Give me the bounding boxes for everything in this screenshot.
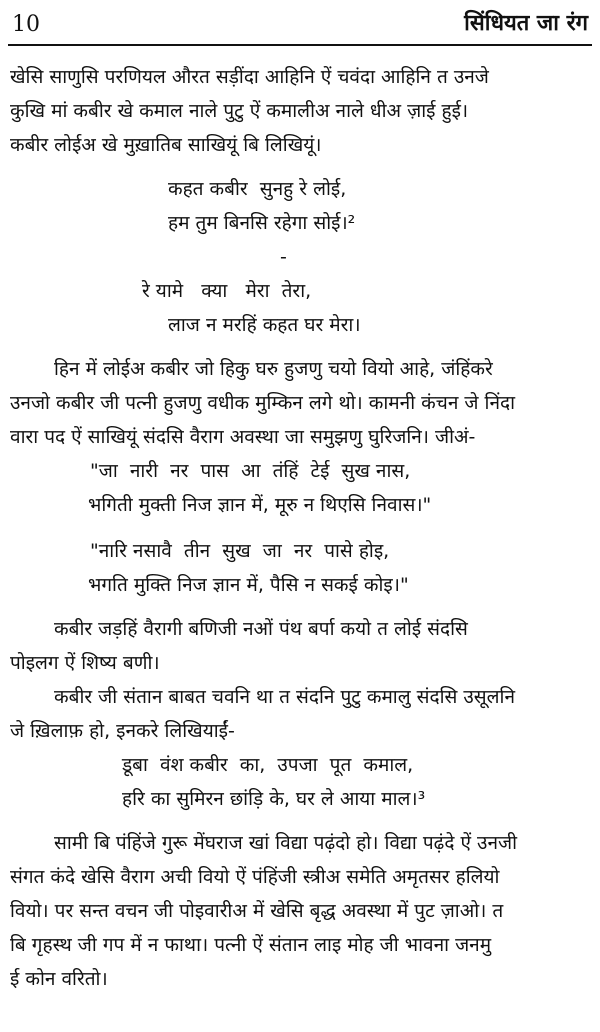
verse-line: भगिती मुक्ती निज ज्ञान में, मूरु न थिएसि निवास।" (88, 494, 432, 516)
verse-line: लाज न मरहिं कहत घर मेरा। (168, 314, 361, 336)
paragraph-line: कबीर जड़हिं वैरागी बणिजी नओं पंथ बर्पा कयो त लोई संदसि (54, 618, 468, 640)
paragraph-line: संगत कंदे खेसि वैराग अची वियो ऐं पंहिंजी स्त्रीअ समेति अमृतसर हलियो (10, 866, 500, 888)
header-rule (8, 44, 592, 46)
verse-line: रे यामे क्या मेरा तेरा, (142, 280, 312, 302)
paragraph-line: सामी बि पंहिंजे गुरू मेंघराज खां विद्या पढ़ंदो हो। विद्या पढ़ंदे ऐं उनजी (54, 832, 518, 854)
verse-line: डूबा वंश कबीर का, उपजा पूत कमाल, (122, 754, 414, 776)
verse-line: हरि का सुमिरन छांड़ि के, घर ले आया माल।³ (122, 788, 426, 810)
verse-line: "नारि नसावै तीन सुख जा नर पासे होइ, (90, 540, 390, 562)
paragraph-line: कबीर लोईअ खे मुख़ातिब साखियूं बि लिखियूं। (10, 134, 322, 156)
verse-line: हम तुम बिनसि रहेगा सोई।² (168, 212, 356, 234)
paragraph-line: ई कोन वरितो। (10, 968, 108, 990)
paragraph-line: उनजो कबीर जी पत्नी हुजणु वधीक मुम्किन लगे थो। कामनी कंचन जे निंदा (10, 392, 516, 414)
page-header (0, 0, 600, 48)
paragraph-line: कबीर जी संतान बाबत चवनि था त संदनि पुटु कमालु संदसि उसूलनि (54, 686, 515, 708)
verse-line: "जा नारी नर पास आ तंहिं टेई सुख नास, (90, 460, 411, 482)
verse-line: कहत कबीर सुनहु रे लोई, (168, 178, 347, 200)
paragraph-line: बि गृहस्थ जी गप में न फाथा। पत्नी ऐं संतान लाइ मोह जी भावना जनमु (10, 934, 492, 956)
paragraph-line: वियो। पर सन्त वचन जी पोइवारीअ में खेसि बृद्ध अवस्था में पुट ज़ाओ। त (10, 900, 504, 922)
paragraph-line: हिन में लोईअ कबीर जो हिकु घरु हुजणु चयो वियो आहे, जंहिंकरे (54, 358, 493, 380)
verse-line: भगति मुक्ति निज ज्ञान में, पैसि न सकई कोइ।" (88, 574, 409, 596)
paragraph-line: जे ख़िलाफ़ हो, इनकरे लिखियाईं- (10, 720, 235, 742)
running-title: सिंधियत जा रंग (464, 11, 588, 36)
paragraph-line: वारा पद ऐं साखियूं संदसि वैराग अवस्था जा समुझणु घुरिजनि। जीअं- (10, 426, 476, 448)
page-number: 10 (12, 12, 40, 37)
paragraph-line: खेसि साणुसि परणियल औरत सड़ींदा आहिनि ऐं चवंदा आहिनि त उनजे (10, 66, 489, 88)
paragraph-line: कुखि मां कबीर खे कमाल नाले पुटु ऐं कमालीअ नाले धीअ ज़ाई हुई। (10, 100, 469, 122)
paragraph-line: पोइलग ऐं शिष्य बणी। (10, 652, 160, 674)
page-body (10, 60, 590, 996)
verse-separator: - (280, 246, 287, 268)
